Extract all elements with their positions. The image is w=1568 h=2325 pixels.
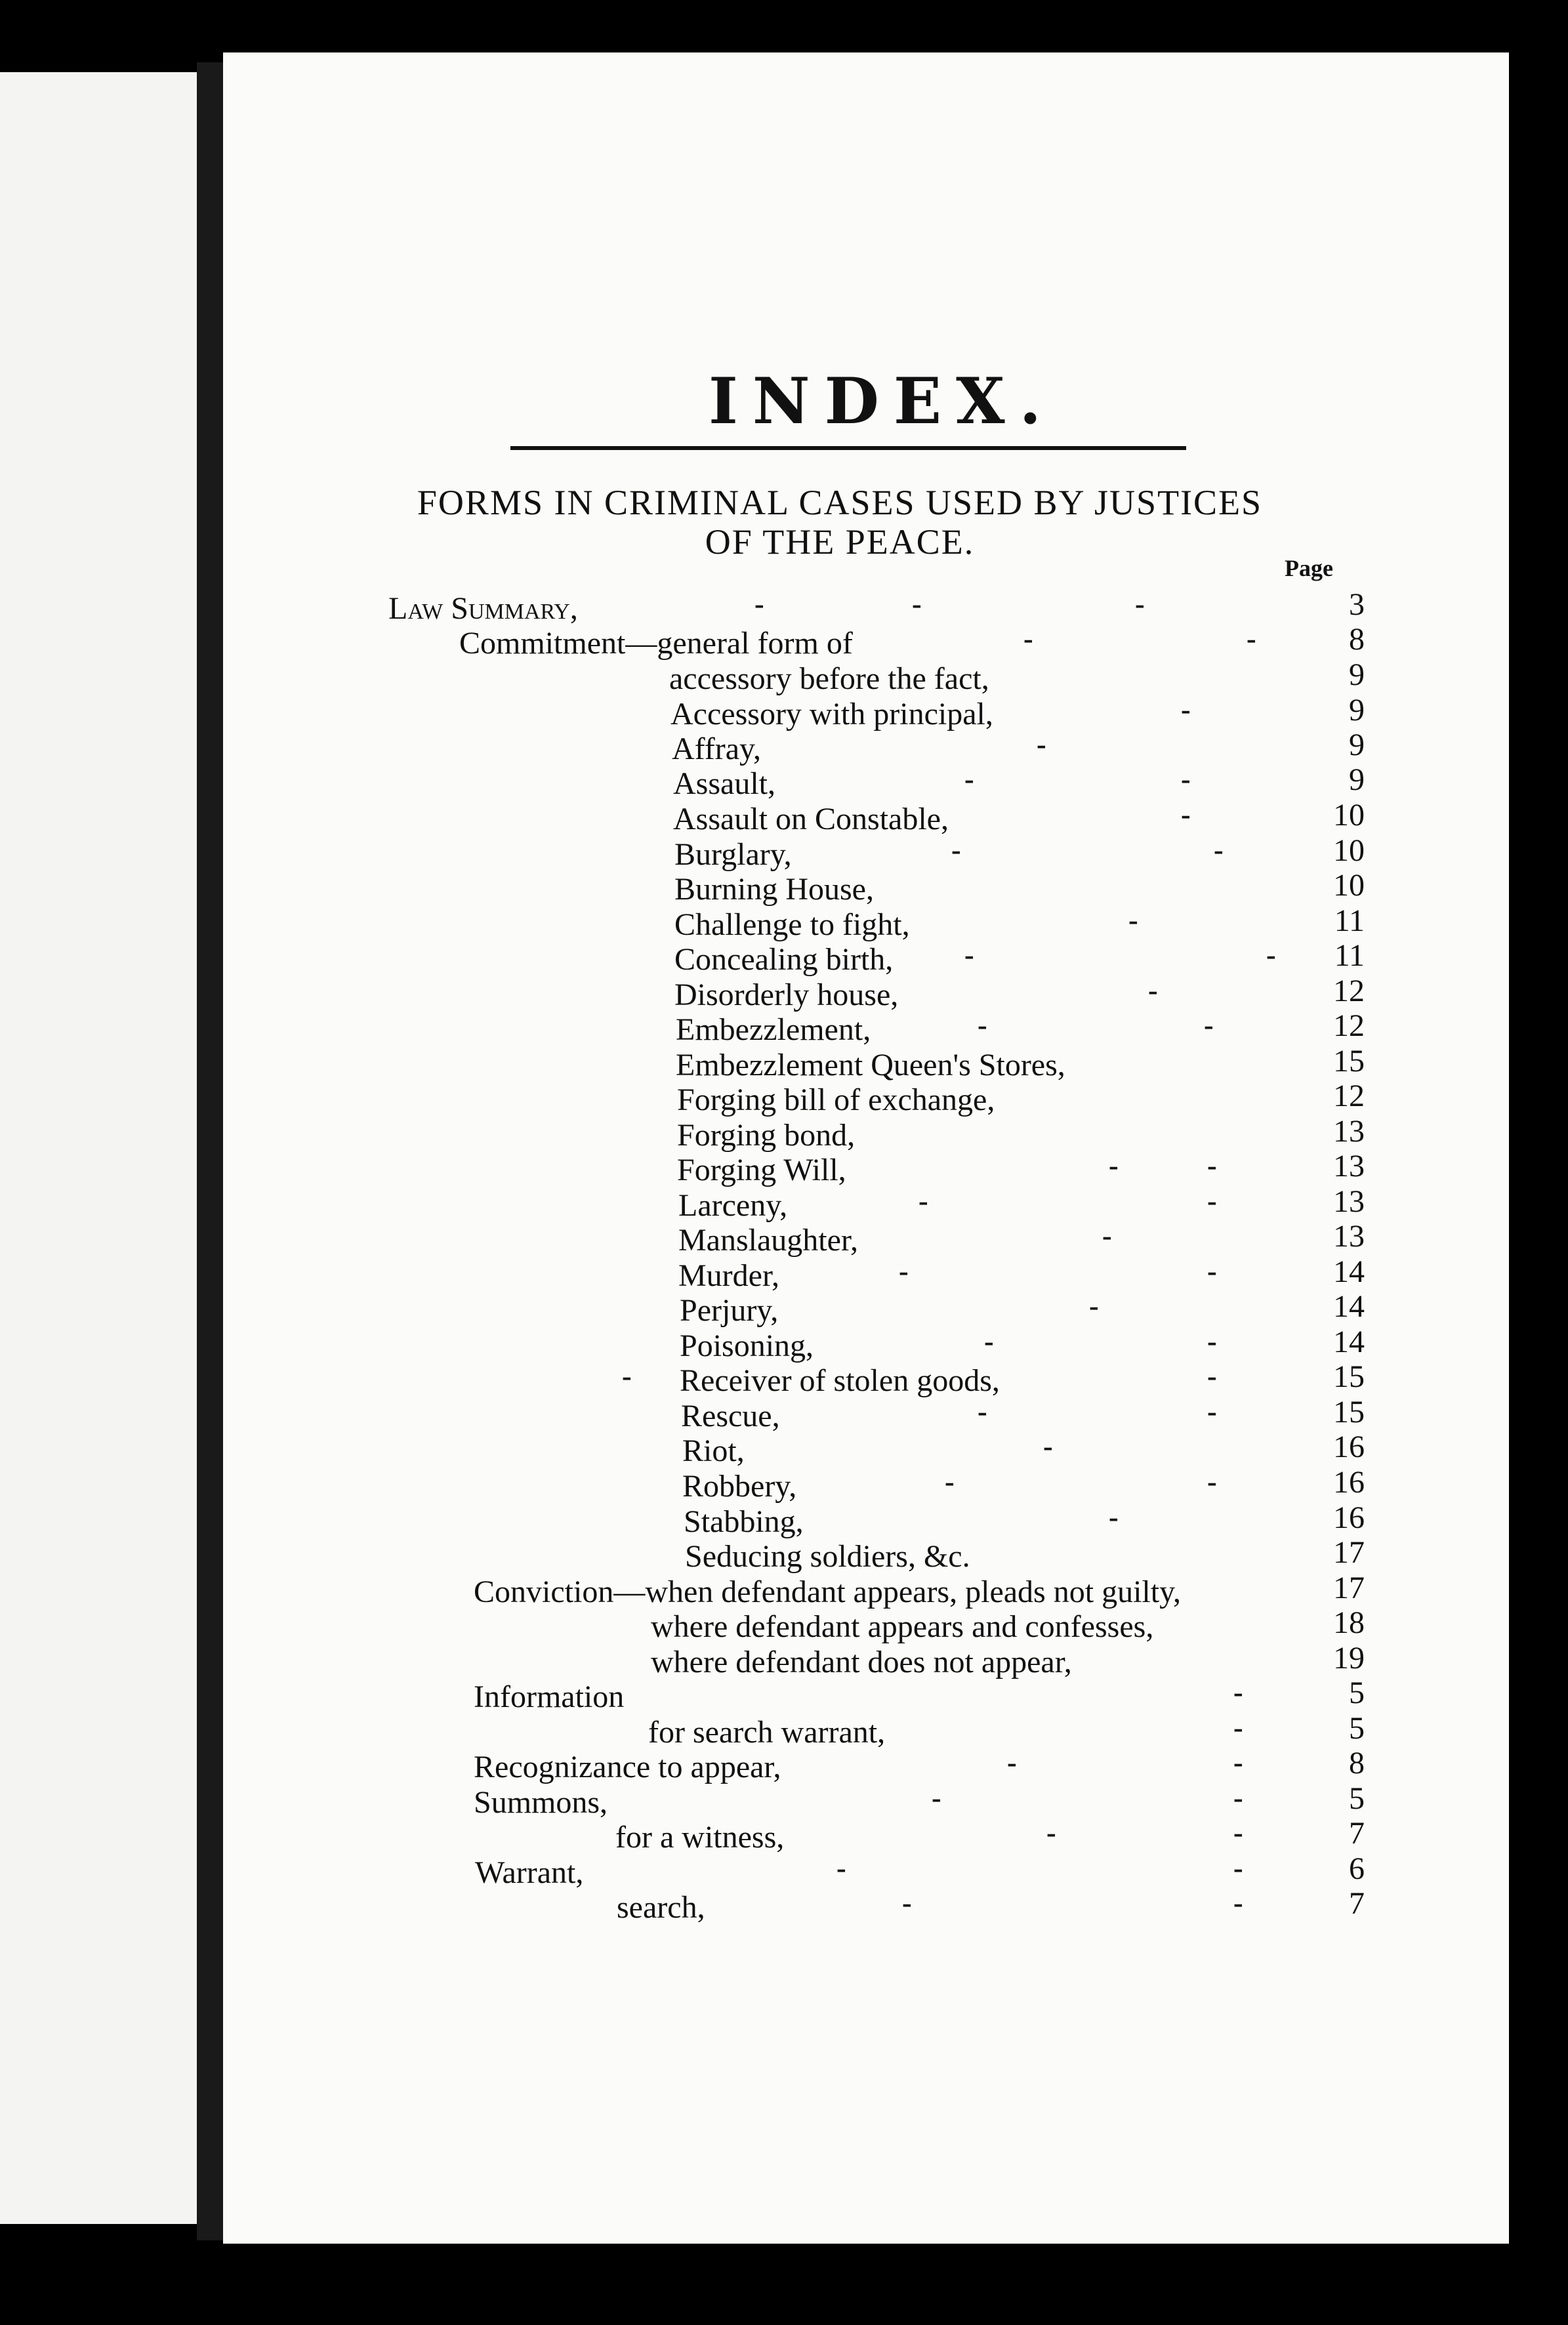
leader-dash: - [951,834,961,866]
leader-dash: - [978,1009,987,1041]
facing-page-edge [0,72,197,2224]
leader-dash: - [1181,693,1191,726]
page-column-label: Page [1285,555,1333,581]
index-entry: where defendant appears and confesses, [651,1609,1154,1644]
leader-dash: - [1135,588,1145,620]
section-heading-line-1: FORMS IN CRIMINAL CASES USED BY JUSTICES [417,483,1263,522]
leader-dash: - [1233,1817,1243,1849]
page-number: 16 [1333,1465,1365,1500]
index-entry: Embezzlement, [676,1012,871,1047]
index-entry: Poisoning, [680,1328,814,1363]
leader-dash: - [918,1185,928,1217]
index-entry: Accessory with principal, [671,697,993,731]
page-number: 5 [1349,1711,1365,1746]
leader-dash: - [1181,798,1191,831]
page-number: 12 [1333,974,1365,1008]
leader-dash: - [1181,763,1191,795]
leader-dash: - [1204,1009,1214,1041]
index-entry: Robbery, [682,1469,797,1504]
index-entry: Larceny, [678,1188,788,1223]
index-entry: Assault on Constable, [673,802,949,836]
index-entry: Conviction—when defendant appears, pleads not guilty, [474,1574,1181,1609]
page-number: 6 [1349,1851,1365,1886]
page-number: 10 [1333,798,1365,833]
page-number: 14 [1333,1254,1365,1289]
leader-dash: - [1207,1185,1217,1217]
leader-dash: - [1102,1220,1112,1252]
leader-dash: - [1043,1430,1053,1462]
leader-dash: - [754,588,764,620]
index-entry: Perjury, [680,1293,779,1328]
index-entry: for a witness, [615,1820,785,1855]
index-entry: for search warrant, [648,1715,886,1750]
page-number: 10 [1333,868,1365,903]
page-number: 18 [1333,1605,1365,1640]
leader-dash: - [1207,1149,1217,1182]
leader-dash: - [1247,623,1256,655]
leader-dash: - [1128,904,1138,936]
index-entry: Commitment—general form of [459,626,853,661]
index-entry: Concealing birth, [674,942,894,977]
leader-dash: - [1207,1325,1217,1357]
leader-dash: - [899,1255,909,1287]
section-heading-line-2: OF THE PEACE. [705,522,975,562]
page-number: 17 [1333,1535,1365,1570]
index-entry: Burglary, [674,837,792,872]
index-entry: search, [617,1890,705,1925]
page-number: 15 [1333,1044,1365,1079]
index-entry: Manslaughter, [678,1223,859,1258]
page-number: 15 [1333,1359,1365,1394]
index-entry: Riot, [682,1433,745,1468]
page-number: 8 [1349,622,1365,657]
page-number: 11 [1334,903,1365,938]
page-number: 19 [1333,1641,1365,1676]
page-number: 13 [1333,1114,1365,1149]
index-entry: Forging Will, [677,1153,846,1187]
leader-dash: - [1207,1360,1217,1392]
page-number: 14 [1333,1289,1365,1324]
page-number: 13 [1333,1219,1365,1254]
leader-dash: - [902,1887,912,1919]
page-number: 12 [1333,1008,1365,1043]
leader-dash: - [984,1325,994,1357]
index-entry: Challenge to fight, [674,907,910,942]
page-number: 9 [1349,728,1365,762]
leader-dash: - [978,1395,987,1428]
leader-dash: - [622,1360,632,1392]
index-entry: Forging bond, [677,1118,856,1153]
index-entry: Forging bill of exchange, [677,1082,995,1117]
leader-dash: - [1089,1290,1099,1322]
index-entry: Disorderly house, [674,977,899,1012]
leader-dash: - [932,1782,941,1814]
leader-dash: - [1207,1466,1217,1498]
index-entry: Burning House, [674,872,874,907]
page-number: 8 [1349,1746,1365,1780]
page-number: 13 [1333,1184,1365,1219]
leader-dash: - [964,939,974,971]
index-entry: where defendant does not appear, [651,1645,1072,1679]
index-entry: Receiver of stolen goods, [680,1363,1000,1398]
leader-dash: - [1233,1782,1243,1814]
leader-dash: - [1233,1746,1243,1779]
page-number: 17 [1333,1571,1365,1605]
page-number: 16 [1333,1430,1365,1464]
index-entry: Information [474,1679,625,1714]
page-number: 3 [1349,587,1365,622]
index-entry: accessory before the fact, [669,661,989,696]
title-rule [510,446,1186,450]
page-number: 5 [1349,1676,1365,1710]
index-entry: Assault, [673,766,775,801]
page-number: 16 [1333,1500,1365,1535]
leader-dash: - [964,763,974,795]
leader-dash: - [1109,1501,1119,1533]
leader-dash: - [1023,623,1033,655]
index-entry: Summons, [474,1785,608,1820]
page-number: 9 [1349,762,1365,797]
leader-dash: - [1233,1887,1243,1919]
leader-dash: - [1037,728,1046,760]
page-number: 5 [1349,1781,1365,1816]
page-title: INDEX. [709,364,1056,438]
index-entry: Seducing soldiers, &c. [685,1539,970,1574]
index-entry: Rescue, [681,1399,780,1433]
leader-dash: - [1046,1817,1056,1849]
index-entry: Warrant, [475,1855,584,1890]
page-number: 10 [1333,833,1365,868]
page-number: 14 [1333,1325,1365,1359]
page-number: 12 [1333,1079,1365,1113]
page-number: 9 [1349,693,1365,728]
index-entry: Affray, [672,731,761,766]
index-entry: Embezzlement Queen's Stores, [676,1048,1065,1082]
leader-dash: - [1207,1255,1217,1287]
leader-dash: - [1233,1712,1243,1744]
leader-dash: - [1214,834,1224,866]
page-number: 15 [1333,1395,1365,1430]
page-number: 11 [1334,938,1365,973]
leader-dash: - [1109,1149,1119,1182]
leader-dash: - [1233,1852,1243,1884]
index-entry: Murder, [678,1258,780,1293]
book-spine [197,62,223,2240]
leader-dash: - [945,1466,955,1498]
leader-dash: - [1148,974,1158,1006]
index-entry: Recognizance to appear, [474,1750,781,1784]
page-number: 7 [1349,1816,1365,1851]
page-number: 7 [1349,1886,1365,1921]
index-entry: Law Summary, [388,591,578,626]
index-entry: Stabbing, [684,1504,804,1539]
leader-dash: - [836,1852,846,1884]
page-number: 9 [1349,657,1365,692]
leader-dash: - [912,588,922,620]
leader-dash: - [1007,1746,1017,1779]
leader-dash: - [1207,1395,1217,1428]
leader-dash: - [1233,1676,1243,1708]
leader-dash: - [1266,939,1276,971]
page-number: 13 [1333,1149,1365,1183]
